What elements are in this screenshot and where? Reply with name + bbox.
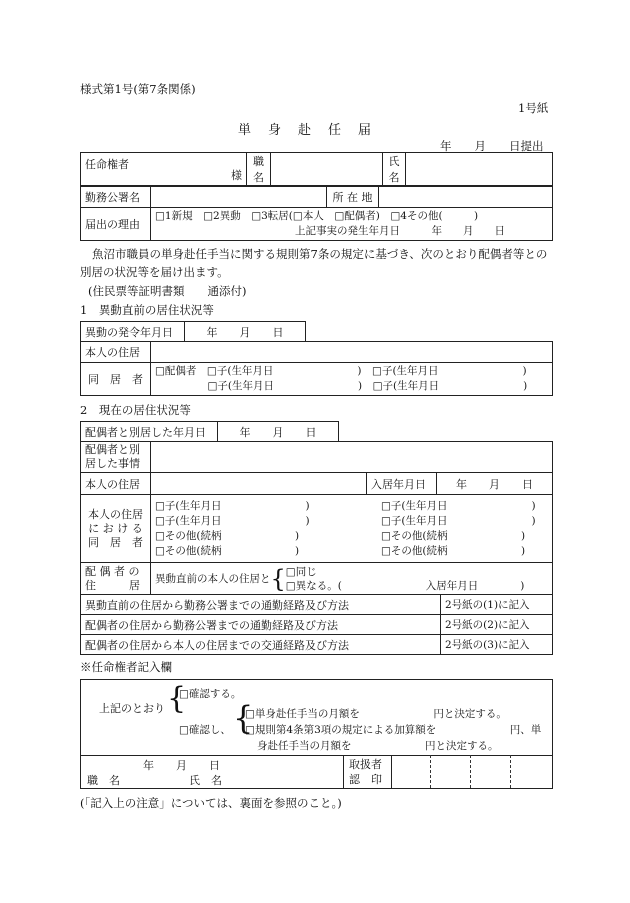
- separation-reason-label: 配偶者と別 居した事情: [81, 442, 151, 473]
- separate-date-label: 配偶者と別居した年月日: [81, 422, 218, 442]
- move-in-label: 入居年月日: [367, 473, 437, 495]
- s2-residence-label: 本人の住居: [81, 473, 151, 495]
- location-label: 所 在 地: [327, 187, 379, 208]
- reason-table: [80, 207, 553, 241]
- office-label: 勤務公署名: [81, 187, 151, 208]
- s2-cohabit-left-1[interactable]: □子(生年月日 ): [155, 499, 310, 512]
- location-field[interactable]: [379, 187, 553, 208]
- appointer-cell[interactable]: [81, 153, 247, 186]
- reason-options[interactable]: □1新規 □2異動 □3転居(□本人 □配偶者) □4その他( ): [155, 210, 479, 222]
- confirm-and-checkbox[interactable]: □確認し、: [179, 724, 231, 736]
- s2-cohabit-left-2[interactable]: □子(生年月日 ): [155, 514, 310, 527]
- appointer-box: [80, 679, 553, 789]
- s1-cohabit-field[interactable]: [151, 363, 553, 396]
- decision-option-1[interactable]: □単身赴任手当の月額を 円と決定する。: [245, 708, 507, 720]
- spouse-diff-checkbox[interactable]: □異なる。( 入居年月日 ): [285, 579, 525, 592]
- applicant-table: [80, 152, 553, 186]
- handler-label: 取扱者 認 印: [349, 758, 382, 786]
- decision-date[interactable]: 年 月 日: [143, 759, 220, 772]
- route2-note: 2号紙の(2)に記入: [441, 615, 553, 635]
- office-field[interactable]: [151, 187, 327, 208]
- shoku-name-label: 職 名: [87, 774, 120, 787]
- spouse-same-checkbox[interactable]: □同じ: [285, 565, 317, 578]
- intro-paragraph-1: 魚沼市職員の単身赴任手当に関する規則第7条の規定に基づき、次のとおり配偶者等との: [92, 247, 548, 261]
- decision-option-2[interactable]: □規則第4条第3項の規定による加算額を 円、単: [245, 724, 542, 736]
- s2-residence-field[interactable]: [151, 473, 367, 495]
- separation-reason-field[interactable]: [151, 442, 553, 473]
- brace-icon: {: [233, 699, 254, 737]
- route-table: [80, 594, 553, 655]
- intro-paragraph-2: 別居の状況等を届け出ます。: [80, 265, 229, 279]
- s2-cohabit-right-1[interactable]: □子(生年月日 ): [381, 499, 536, 512]
- appointer-sama: 様: [231, 169, 242, 182]
- s1-residence-field[interactable]: [151, 342, 553, 363]
- section2-table: [80, 441, 553, 595]
- separate-date-field[interactable]: 年 月 日: [218, 422, 339, 442]
- s2-cohabit-right-3[interactable]: □その他(続柄 ): [381, 529, 526, 542]
- seal-box-2[interactable]: [431, 756, 469, 787]
- order-date-field[interactable]: 年 月 日: [185, 322, 306, 342]
- s1-cohabit-line2[interactable]: □子(生年月日 ) □子(生年月日 ): [155, 380, 528, 392]
- spouse-residence-field[interactable]: [151, 563, 553, 595]
- divider: [343, 755, 344, 788]
- shoku-field[interactable]: [271, 153, 383, 186]
- seal-box-4[interactable]: [511, 756, 551, 787]
- brace-icon: {: [270, 564, 286, 593]
- s2-cohabit-left-3[interactable]: □その他(続柄 ): [155, 529, 300, 542]
- separate-date-table: [80, 421, 339, 442]
- as-above-label: 上記のとおり: [99, 702, 165, 715]
- route3-label: 配偶者の住居から本人の住居までの交通経路及び方法: [81, 635, 441, 655]
- order-date-table: [80, 321, 306, 342]
- shimei-label: 氏 名: [383, 153, 406, 186]
- reason-label: 届出の理由: [81, 208, 151, 241]
- footer-note: (「記入上の注意」については、裏面を参照のこと。): [80, 796, 342, 810]
- reason-date[interactable]: 上記事実の発生年月日 年 月 日: [295, 225, 505, 237]
- s1-cohabit-line1[interactable]: □配偶者 □子(生年月日 ) □子(生年月日 ): [155, 365, 527, 377]
- shimei-field[interactable]: [406, 153, 553, 186]
- s2-cohabit-right-4[interactable]: □その他(続柄 ): [381, 544, 526, 557]
- form-id: 様式第1号(第7条関係): [80, 82, 196, 96]
- section2-heading: 2 現在の居住状況等: [80, 403, 191, 417]
- move-in-field[interactable]: 年 月 日: [437, 473, 553, 495]
- confirm-checkbox[interactable]: □確認する。: [179, 688, 242, 700]
- route1-note: 2号紙の(1)に記入: [441, 595, 553, 615]
- form-title: 単 身 赴 任 届: [238, 123, 374, 138]
- spouse-residence-text: 異動直前の本人の住居と: [155, 573, 271, 585]
- s1-cohabit-label: 同 居 者: [81, 363, 151, 396]
- route2-label: 配偶者の住居から勤務公署までの通勤経路及び方法: [81, 615, 441, 635]
- reason-field[interactable]: [151, 208, 553, 241]
- appointer-label: 任命権者: [85, 158, 129, 171]
- seal-box-3[interactable]: [471, 756, 509, 787]
- s2-cohabit-left-4[interactable]: □その他(続柄 ): [155, 544, 300, 557]
- s2-cohabit-right-2[interactable]: □子(生年月日 ): [381, 514, 536, 527]
- decision-option-2b: 身赴任手当の月額を 円と決定する。: [257, 740, 499, 752]
- route1-label: 異動直前の住居から勤務公署までの通勤経路及び方法: [81, 595, 441, 615]
- spouse-residence-label: 配 偶 者 の 住 居: [81, 563, 151, 595]
- sheet-number: 1号紙: [518, 101, 549, 115]
- s2-cohabit-label: 本人の住居 に お け る 同 居 者: [81, 495, 151, 563]
- appointer-section-heading: ※任命権者記入欄: [80, 660, 172, 674]
- section1-table: [80, 341, 553, 396]
- shoku-label: 職 名: [247, 153, 271, 186]
- shimei-name-label: 氏 名: [189, 774, 222, 787]
- section1-heading: 1 異動直前の居住状況等: [80, 303, 214, 317]
- brace-icon: {: [167, 681, 187, 716]
- attachment-note: (住民票等証明書類 通添付): [88, 284, 247, 298]
- submission-date[interactable]: 年 月 日提出: [440, 139, 544, 153]
- route3-note: 2号紙の(3)に記入: [441, 635, 553, 655]
- order-date-label: 異動の発令年月日: [81, 322, 185, 342]
- s1-residence-label: 本人の住居: [81, 342, 151, 363]
- office-table: [80, 186, 553, 208]
- seal-box-1[interactable]: [392, 756, 429, 787]
- s2-cohabit-field[interactable]: [151, 495, 553, 563]
